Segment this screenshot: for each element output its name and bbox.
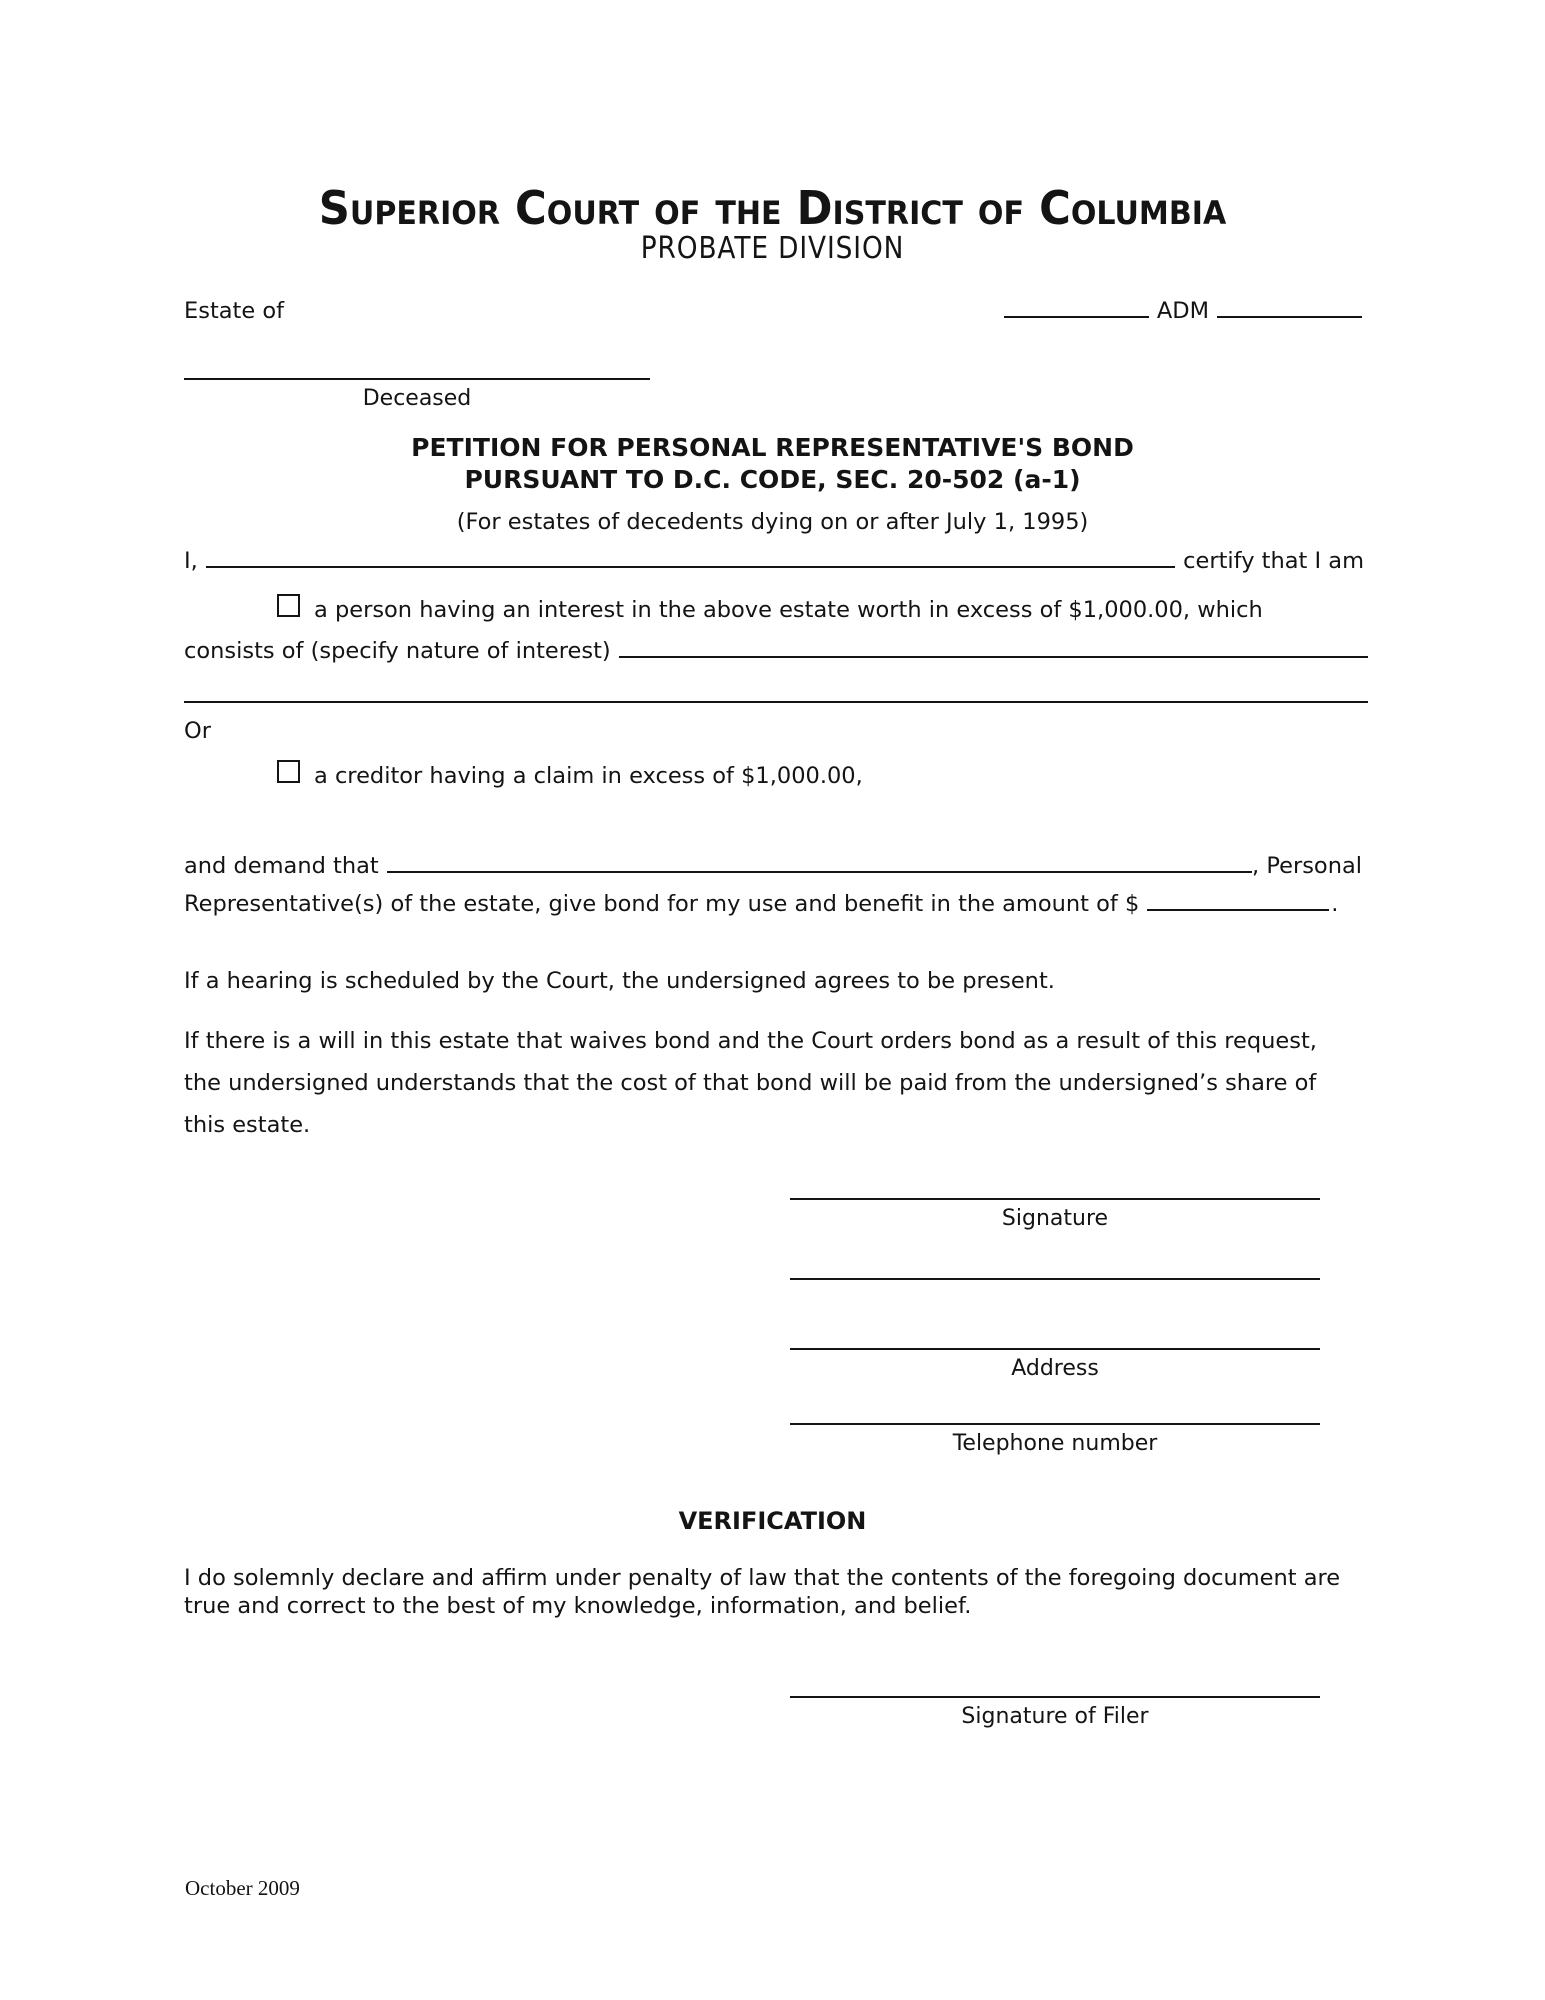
address-line-2[interactable]	[790, 1348, 1320, 1350]
petition-title-line1: PETITION FOR PERSONAL REPRESENTATIVE'S BOND	[411, 433, 1134, 462]
representative-name-line[interactable]	[387, 871, 1252, 873]
nature-of-interest-line-2[interactable]	[184, 701, 1368, 703]
petitioner-name-line[interactable]	[206, 566, 1175, 568]
deceased-label: Deceased	[362, 386, 472, 411]
verification-line2: true and correct to the best of my knowledge, information, and belief.	[184, 1593, 972, 1619]
verification-line1: I do solemnly declare and affirm under penalty of law that the contents of the foregoing document are	[184, 1565, 1341, 1591]
adm-row	[1004, 296, 1362, 326]
bond-amount-row	[184, 889, 1338, 919]
demand-row	[184, 851, 1362, 881]
estate-of-label: Estate of	[184, 298, 285, 324]
decedent-name-line[interactable]	[184, 378, 650, 380]
creditor-option-row	[277, 760, 863, 791]
signature-line[interactable]	[790, 1198, 1320, 1200]
bond-amount-period: .	[1331, 891, 1339, 917]
certify-row	[184, 546, 1364, 576]
filer-signature-line[interactable]	[790, 1696, 1320, 1698]
address-line-1[interactable]	[790, 1278, 1320, 1280]
signature-label: Signature	[1001, 1206, 1109, 1231]
creditor-checkbox[interactable]	[277, 760, 300, 783]
certify-suffix: certify that I am	[1183, 548, 1364, 574]
hearing-text: If a hearing is scheduled by the Court, the undersigned agrees to be present.	[184, 968, 1055, 994]
adm-label: ADM	[1156, 298, 1209, 324]
demand-suffix: , Personal	[1252, 853, 1362, 879]
nature-of-interest-line-1[interactable]	[619, 656, 1368, 658]
will-paragraph-line1: If there is a will in this estate that waives bond and the Court orders bond as a result of this request,	[184, 1028, 1317, 1054]
signature-of-filer-label: Signature of Filer	[961, 1704, 1149, 1729]
demand-prefix: and demand that	[184, 853, 379, 879]
will-paragraph-line3: this estate.	[184, 1112, 311, 1138]
interest-checkbox[interactable]	[277, 594, 300, 617]
petition-title-line2: PURSUANT TO D.C. CODE, SEC. 20-502 (a-1)	[464, 465, 1081, 494]
telephone-line[interactable]	[790, 1423, 1320, 1425]
or-label: Or	[184, 718, 211, 744]
address-label: Address	[1011, 1356, 1099, 1381]
bond-amount-prefix: Representative(s) of the estate, give bond for my use and benefit in the amount of $	[184, 891, 1140, 917]
will-paragraph-line2: the undersigned understands that the cost of that bond will be paid from the undersigned’s share of	[184, 1070, 1317, 1096]
case-number-line-left[interactable]	[1004, 316, 1149, 318]
court-title: Superior Court of the District of Columbia	[318, 181, 1227, 235]
certify-prefix: I,	[184, 548, 198, 574]
form-revision-date: October 2009	[185, 1876, 300, 1900]
verification-title: VERIFICATION	[678, 1507, 867, 1535]
petition-subtitle: (For estates of decedents dying on or after July 1, 1995)	[456, 509, 1089, 535]
interest-option-row	[277, 594, 1263, 625]
interest-nature-prefix: consists of (specify nature of interest)	[184, 638, 611, 664]
interest-option-label: a person having an interest in the above estate worth in excess of $1,000.00, which	[314, 597, 1263, 623]
interest-nature-row	[184, 636, 1368, 666]
creditor-option-label: a creditor having a claim in excess of $1,000.00,	[314, 763, 863, 789]
bond-amount-line[interactable]	[1147, 909, 1329, 911]
telephone-label: Telephone number	[952, 1431, 1158, 1456]
case-number-line-right[interactable]	[1217, 316, 1362, 318]
division-title: PROBATE DIVISION	[640, 231, 905, 266]
